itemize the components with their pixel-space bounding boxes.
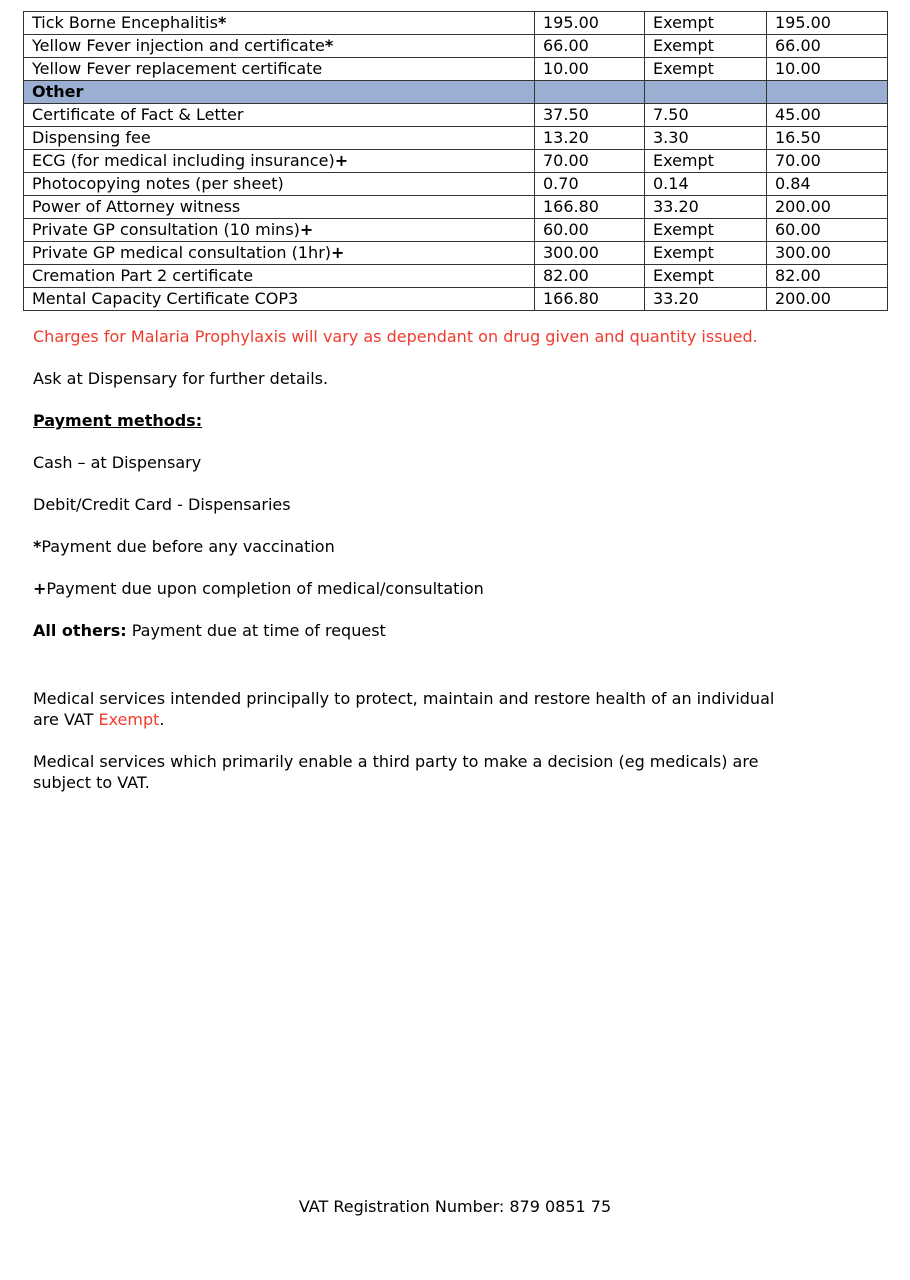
- table-row: [24, 104, 888, 127]
- malaria-charges-note: Charges for Malaria Prophylaxis will vary as dependant on drug given and quantity issued.: [33, 327, 758, 346]
- fee-ex-vat: 66.00: [535, 35, 645, 58]
- all-others-note: [33, 620, 857, 641]
- vat-amount: 3.30: [645, 127, 767, 150]
- section-title: Other: [32, 82, 84, 101]
- vat-registration-number: VAT Registration Number: 879 0851 75: [298, 1197, 612, 1216]
- service-name: Tick Borne Encephalitis: [32, 13, 218, 32]
- vat-amount: Exempt: [645, 35, 767, 58]
- fee-ex-vat: 60.00: [535, 219, 645, 242]
- fee-inc-vat: 200.00: [767, 288, 888, 311]
- fee-ex-vat: 166.80: [535, 288, 645, 311]
- service-name: Mental Capacity Certificate COP3: [32, 289, 299, 308]
- vat-amount: 33.20: [645, 288, 767, 311]
- fee-ex-vat: 300.00: [535, 242, 645, 265]
- fee-ex-vat: 70.00: [535, 150, 645, 173]
- vaccination-payment-note: [33, 536, 857, 557]
- fee-inc-vat: 195.00: [767, 12, 888, 35]
- table-row: [24, 35, 888, 58]
- vat-subject-note: [33, 751, 857, 793]
- service-name: Private GP consultation (10 mins): [32, 220, 300, 239]
- fee-ex-vat: 37.50: [535, 104, 645, 127]
- vat-amount: [645, 81, 767, 104]
- table-row: [24, 58, 888, 81]
- vat-amount: Exempt: [645, 219, 767, 242]
- vat-exempt-word: Exempt: [98, 710, 160, 729]
- table-section-row: [24, 81, 888, 104]
- fee-ex-vat: 195.00: [535, 12, 645, 35]
- fee-inc-vat: 300.00: [767, 242, 888, 265]
- fee-ex-vat: 10.00: [535, 58, 645, 81]
- medical-payment-text: Payment due upon completion of medical/consultation: [46, 579, 484, 598]
- vat-subject-line1: Medical services which primarily enable a third party to make a decision (eg medicals) are: [33, 752, 759, 771]
- table-row: [24, 12, 888, 35]
- vat-amount: Exempt: [645, 242, 767, 265]
- plus-symbol: +: [33, 579, 47, 598]
- service-name: Certificate of Fact & Letter: [32, 105, 244, 124]
- vat-amount: 33.20: [645, 196, 767, 219]
- service-suffix: +: [299, 220, 314, 239]
- vat-amount: Exempt: [645, 265, 767, 288]
- all-others-text: Payment due at time of request: [126, 621, 386, 640]
- service-name: Yellow Fever replacement certificate: [32, 59, 323, 78]
- fee-inc-vat: 66.00: [767, 35, 888, 58]
- vat-exempt-line2-prefix: are VAT: [33, 710, 99, 729]
- service-name: Photocopying notes (per sheet): [32, 174, 284, 193]
- fee-ex-vat: 82.00: [535, 265, 645, 288]
- service-suffix: +: [331, 243, 345, 262]
- fee-inc-vat: 16.50: [767, 127, 888, 150]
- vat-amount: 7.50: [645, 104, 767, 127]
- vat-amount: Exempt: [645, 12, 767, 35]
- fee-inc-vat: 70.00: [767, 150, 888, 173]
- vat-exempt-line1: Medical services intended principally to protect, maintain and restore health of an individual: [33, 689, 775, 708]
- service-name: Dispensing fee: [32, 128, 151, 147]
- table-row: [24, 265, 888, 288]
- fee-inc-vat: 0.84: [767, 173, 888, 196]
- fee-ex-vat: [535, 81, 645, 104]
- table-row: [24, 150, 888, 173]
- fee-inc-vat: 10.00: [767, 58, 888, 81]
- service-name: Cremation Part 2 certificate: [32, 266, 254, 285]
- cash-payment-note: Cash – at Dispensary: [33, 453, 202, 472]
- fee-inc-vat: 200.00: [767, 196, 888, 219]
- table-row: [24, 127, 888, 150]
- service-suffix: *: [324, 36, 334, 55]
- service-suffix: +: [334, 151, 349, 170]
- fee-ex-vat: 0.70: [535, 173, 645, 196]
- fee-inc-vat: [767, 81, 888, 104]
- fee-inc-vat: 60.00: [767, 219, 888, 242]
- all-others-label: All others:: [33, 621, 127, 640]
- table-row: [24, 196, 888, 219]
- service-suffix: *: [217, 13, 227, 32]
- card-payment-note: Debit/Credit Card - Dispensaries: [33, 495, 291, 514]
- fee-ex-vat: 13.20: [535, 127, 645, 150]
- vat-amount: 0.14: [645, 173, 767, 196]
- vat-exempt-note: [33, 688, 857, 730]
- notes-section: [33, 326, 857, 793]
- table-row: [24, 288, 888, 311]
- service-name: Private GP medical consultation (1hr): [32, 243, 332, 262]
- dispensary-details-note: Ask at Dispensary for further details.: [33, 369, 329, 388]
- fee-inc-vat: 45.00: [767, 104, 888, 127]
- vaccination-payment-text: Payment due before any vaccination: [41, 537, 335, 556]
- fees-table: [23, 11, 888, 311]
- vat-subject-line2: subject to VAT.: [33, 773, 150, 792]
- fee-inc-vat: 82.00: [767, 265, 888, 288]
- payment-methods-heading: Payment methods:: [33, 411, 203, 430]
- table-row: [24, 219, 888, 242]
- service-name: ECG (for medical including insurance): [32, 151, 335, 170]
- service-name: Power of Attorney witness: [32, 197, 241, 216]
- table-row: [24, 173, 888, 196]
- vat-amount: Exempt: [645, 58, 767, 81]
- fee-ex-vat: 166.80: [535, 196, 645, 219]
- medical-payment-note: [33, 578, 857, 599]
- vat-exempt-period: .: [159, 710, 165, 729]
- table-row: [24, 242, 888, 265]
- star-symbol: *: [33, 537, 42, 556]
- vat-amount: Exempt: [645, 150, 767, 173]
- service-name: Yellow Fever injection and certificate: [32, 36, 325, 55]
